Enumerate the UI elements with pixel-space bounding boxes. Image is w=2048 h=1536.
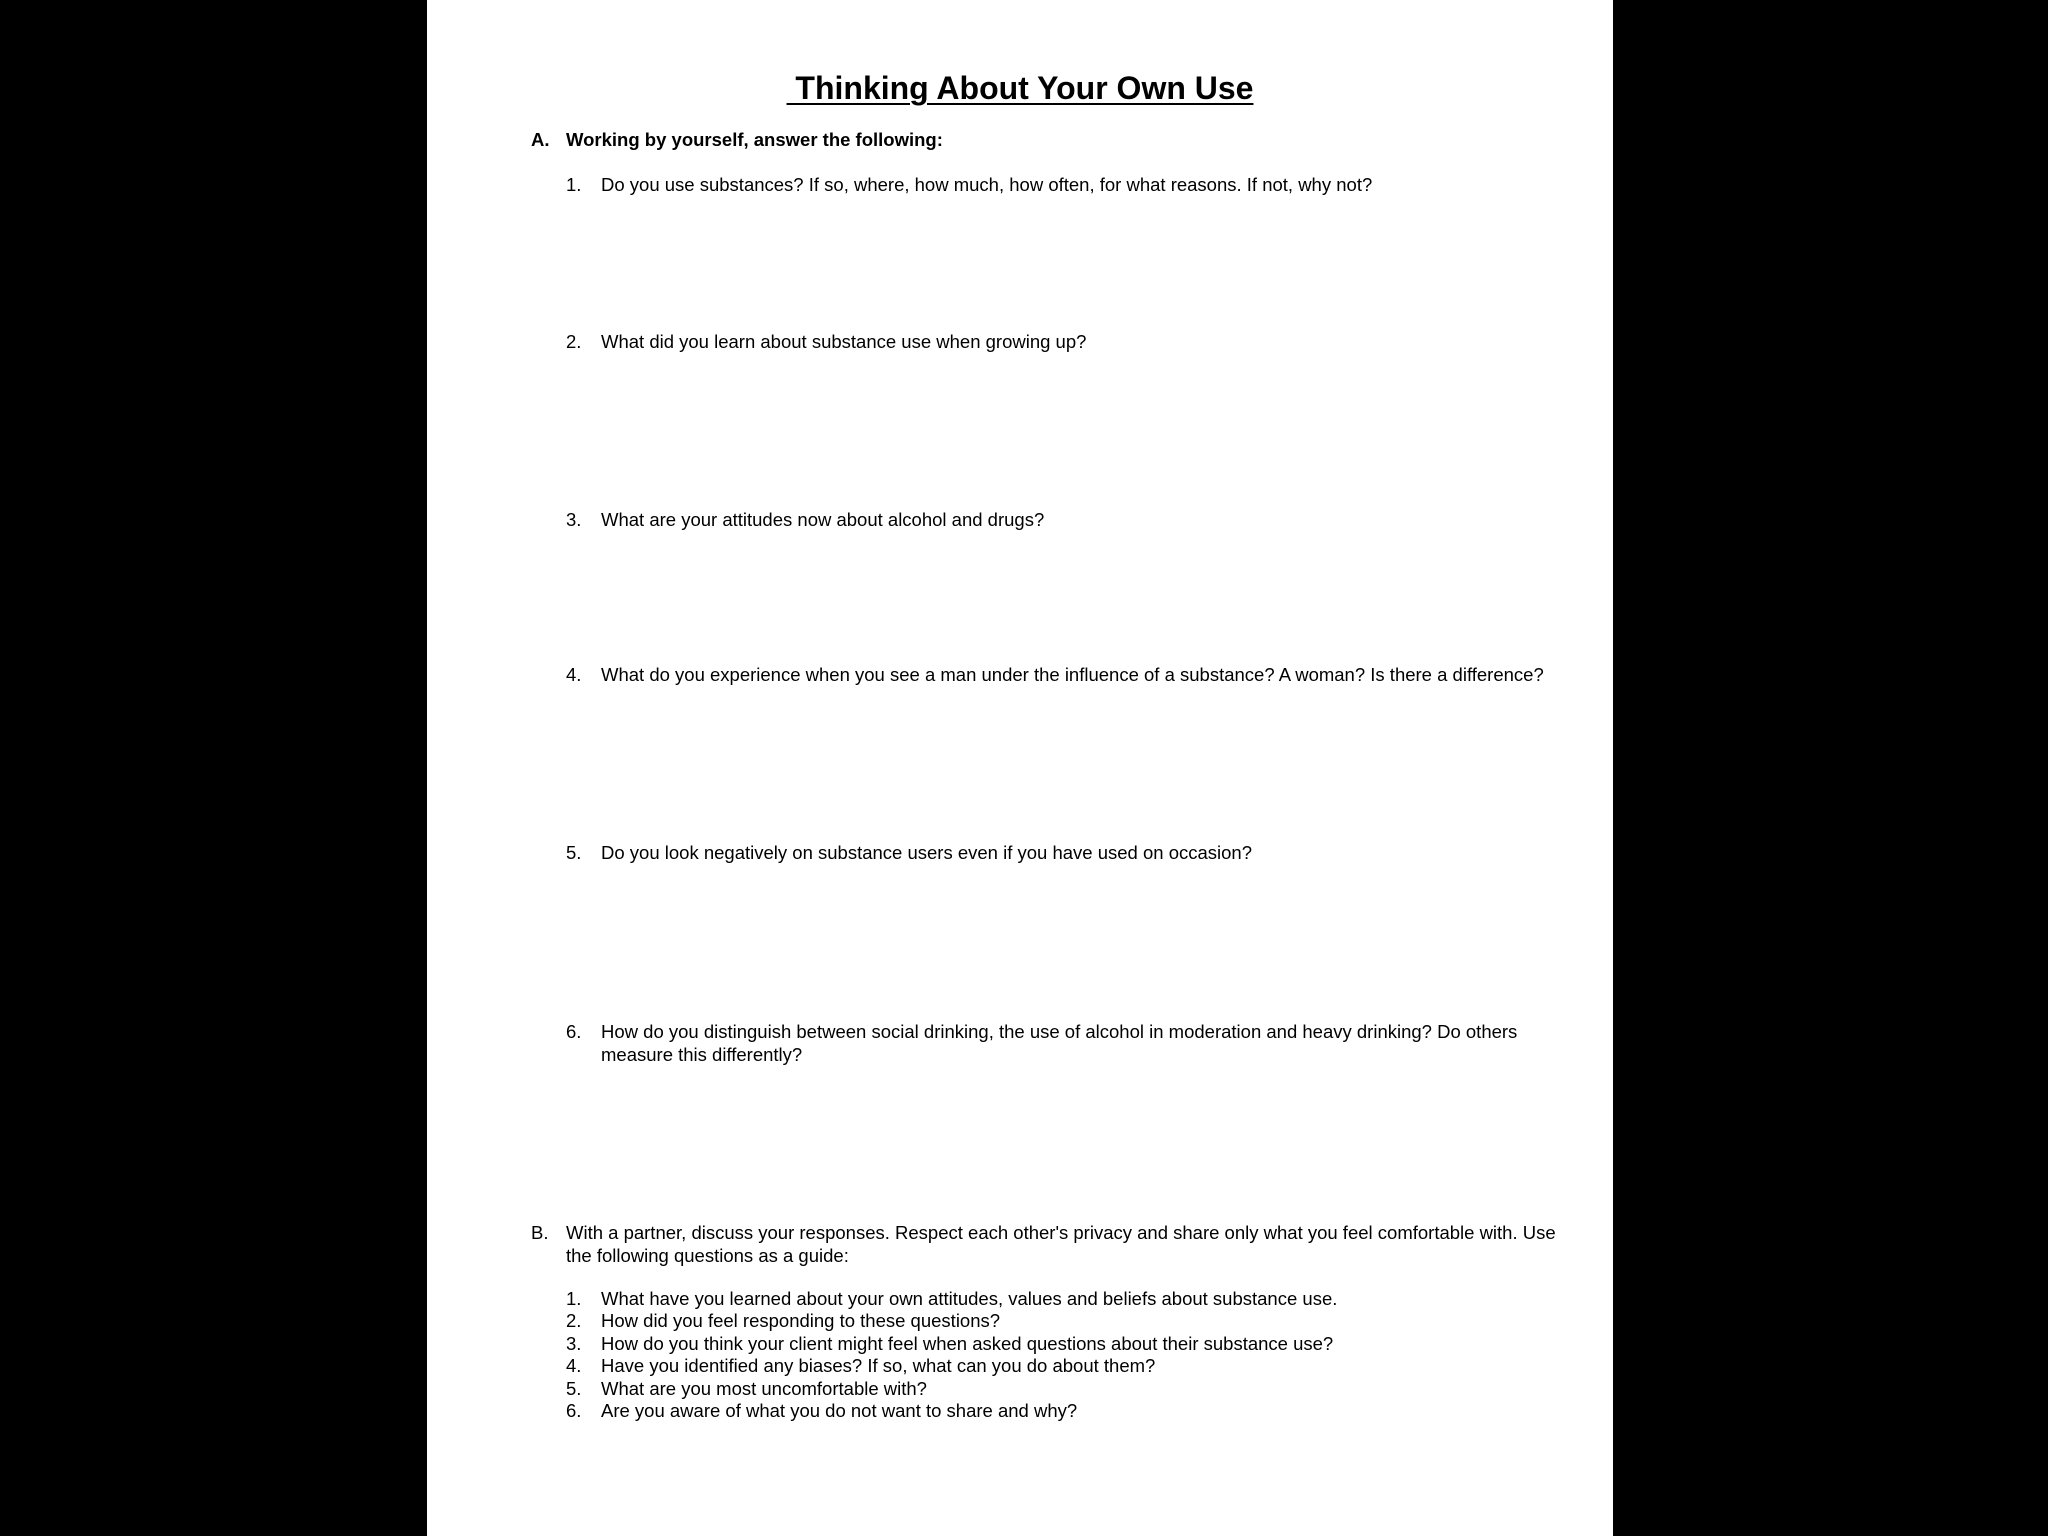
question-a6-text: How do you distinguish between social drinking, the use of alcohol in moderation and heavy drinking? Do others measure this differently?: [601, 1021, 1518, 1065]
question-a2-number: 2.: [566, 331, 582, 352]
guide-number: 3.: [566, 1332, 582, 1354]
question-a1-number: 1.: [566, 174, 582, 195]
guide-text: What are you most uncomfortable with?: [601, 1377, 927, 1399]
question-a2-text: What did you learn about substance use when growing up?: [601, 331, 1087, 352]
guide-number: 1.: [566, 1288, 582, 1309]
question-a3-number: 3.: [566, 509, 582, 530]
document-page: [427, 0, 1613, 1536]
guide-text: Have you identified any biases? If so, what can you do about them?: [601, 1355, 1156, 1377]
question-a5-number: 5.: [566, 842, 582, 863]
question-a3-text: What are your attitudes now about alcohol and drugs?: [601, 509, 1045, 530]
question-a6-number: 6.: [566, 1021, 582, 1042]
question-a4-text: What do you experience when you see a man under the influence of a substance? A woman? Is there a difference?: [601, 664, 1544, 685]
section-a-letter: A.: [531, 129, 550, 150]
guide-text: What have you learned about your own attitudes, values and beliefs about substance use.: [601, 1288, 1338, 1309]
section-b-letter: B.: [531, 1222, 549, 1243]
question-a5-text: Do you look negatively on substance users even if you have used on occasion?: [601, 842, 1252, 863]
section-b-intro: With a partner, discuss your responses. Respect each other's privacy and share only what you feel comfortable with. Use the following questions as a guide:: [566, 1222, 1556, 1266]
guide-number: 6.: [566, 1399, 582, 1421]
guide-number: 4.: [566, 1355, 582, 1377]
section-a-heading: Working by yourself, answer the following:: [566, 129, 943, 150]
guide-number: 5.: [566, 1377, 582, 1399]
guide-text: How did you feel responding to these questions?: [601, 1310, 1001, 1332]
guide-text: Are you aware of what you do not want to share and why?: [601, 1399, 1078, 1421]
question-a4-number: 4.: [566, 664, 582, 685]
guide-text: How do you think your client might feel when asked questions about their substance use?: [601, 1332, 1334, 1354]
page-title: Thinking About Your Own Use: [786, 70, 1254, 106]
question-a1-text: Do you use substances? If so, where, how much, how often, for what reasons. If not, why not?: [601, 174, 1373, 195]
guide-number: 2.: [566, 1310, 582, 1332]
